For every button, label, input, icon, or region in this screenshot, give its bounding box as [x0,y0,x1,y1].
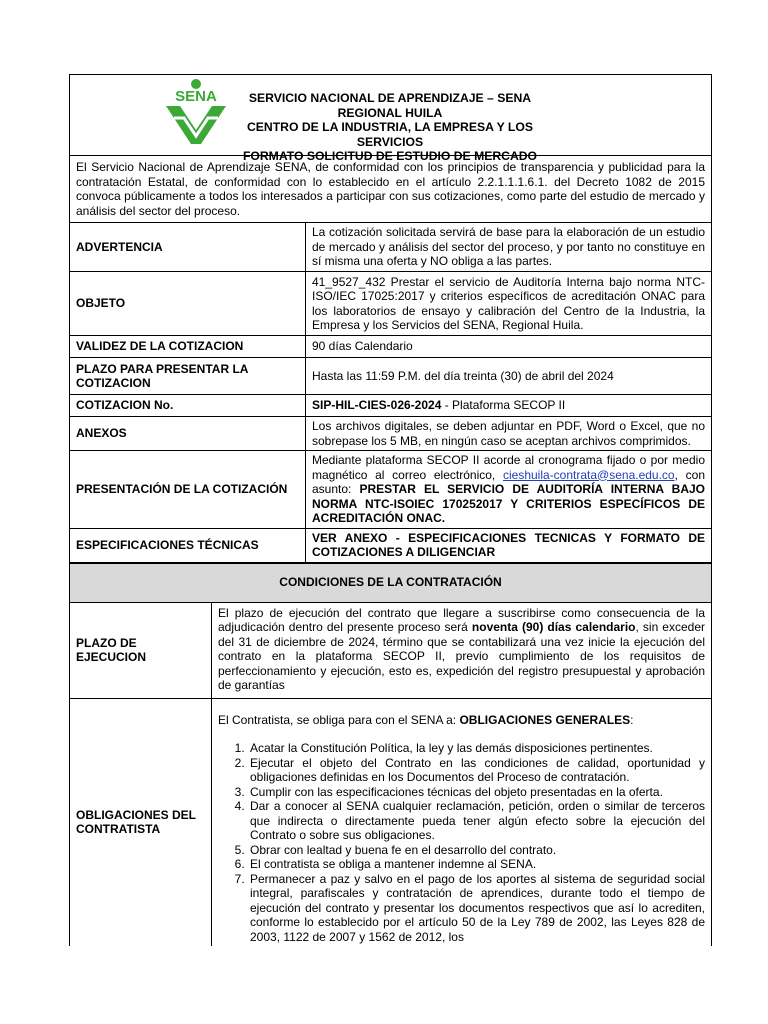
obligacion-item: 4. Dar a conocer al SENA cualquier reclamación, petición, orden o similar de terceros que indirecta o directamente pueda tener algún efecto sobre la ejecución del Contrato o sobre sus obligaciones. [248,799,705,843]
plazo-ejecucion-text-1: El plazo de ejecución del contrato que llegare a suscribirse como consecuencia de la adjudicación dentro del presente proceso será [218,605,706,634]
obligaciones-label: OBLIGACIONES DEL CONTRATISTA [70,698,212,946]
sena-logo [160,78,232,148]
obligaciones-list [218,741,705,944]
form-table [69,74,712,563]
obligacion-item: 3. Cumplir con las especificaciones técnicas del objeto presentadas en la oferta. [248,785,705,800]
validez-label: VALIDEZ DE LA COTIZACION [70,336,306,358]
header-line-1: SERVICIO NACIONAL DE APRENDIZAJE – SENA [248,91,532,105]
anexos-label: ANEXOS [70,417,306,451]
obligaciones-intro-colon: : [630,712,634,727]
cotizacion-no-value [306,395,712,417]
header-line-4: FORMATO SOLICITUD DE ESTUDIO DE MERCADO [242,149,538,163]
obligacion-item: 1. Acatar la Constitución Política, la ley y las demás disposiciones pertinentes. [248,741,705,756]
obligacion-item: 7. Permanecer a paz y salvo en el pago de los aportes al sistema de seguridad social integral, parafiscales y contratación de aprendices, durante todo el tiempo de ejecución del contrato y presentar los documentos respectivos que así lo acrediten, conforme lo establecido por el artículo 50 de la Ley 789 de 2002, las Leyes 828 de 2003, 1122 de 2007 y 1562 de 2012, los [248,872,705,945]
obligacion-item: 5. Obrar con lealtad y buena fe en el desarrollo del contrato. [248,843,705,858]
header-line-2: REGIONAL HUILA [337,105,443,120]
plazo-presentar-label: PLAZO PARA PRESENTAR LA COTIZACION [70,358,306,395]
header-cell [70,75,712,163]
presentacion-subject: PRESTAR EL SERVICIO DE AUDITORÍA INTERNA BAJO NORMA NTC-ISOIEC 170252017 Y CRITERIOS ESPECÍFICOS DE ACREDITACIÓN ONAC. [312,482,705,525]
intro-paragraph: El Servicio Nacional de Aprendizaje SENA, de conformidad con los principios de transparencia y publicidad para la contratación Estatal, de conformidad con lo establecido en el artículo 2.2.1.1.1.6.1. del Decreto 1082 de 2015 convoca públicamente a todos los interesados a participar con sus cotizaciones, como parte del estudio de mercado y análisis del sector del proceso. [70,156,712,223]
anexos-value: Los archivos digitales, se deben adjuntar en PDF, Word o Excel, que no sobrepase los 5 MB, en ningún caso se aceptan archivos comprimidos. [306,417,712,451]
cotizacion-no-label: COTIZACION No. [70,395,306,417]
advertencia-value: La cotización solicitada servirá de base para la elaboración de un estudio de mercado y análisis del sector del proceso, y por tanto no constituye en sí misma una oferta y NO obliga a las partes. [306,223,712,272]
objeto-label: OBJETO [70,272,306,336]
plazo-presentar-value: Hasta las 11:59 P.M. del día treinta (30) de abril del 2024 [306,358,712,395]
presentacion-text: Mediante plataforma SECOP II acorde al cronograma fijado o por medio magnético al correo electrónico, [312,453,705,482]
contract-email-link[interactable]: cieshuila-contrata@sena.edu.co [502,467,675,482]
obligaciones-intro-text: El Contratista, se obliga para con el SENA a: [218,712,460,727]
cotizacion-number: SIP-HIL-CIES-026-2024 [312,398,442,413]
plazo-ejecucion-text-2: , sin exceder del 31 de diciembre de 2024, término que se contabilizará una vez inicie la ejecución del contrato en la plataforma SECOP II, previo cumplimiento de los requisitos de perfeccionamiento y ejecución, esto es, expedición del registro presupuestal y aprobación de garantías [218,620,706,692]
presentacion-asunto: , con asunto: [312,467,706,496]
obligacion-item: 6. El contratista se obliga a mantener indemne al SENA. [248,857,705,872]
obligaciones-generales-heading: OBLIGACIONES GENERALES [459,712,631,727]
plazo-ejecucion-value [212,602,712,698]
header-title-block [232,91,548,164]
validez-value: 90 días Calendario [306,336,712,358]
conditions-table [69,563,712,947]
header-line-3: CENTRO DE LA INDUSTRIA, LA EMPRESA Y LOS SERVICIOS [247,120,533,149]
conditions-section-title: CONDICIONES DE LA CONTRATACIÓN [70,563,712,602]
document-page [69,74,711,946]
obligaciones-intro [218,713,705,728]
presentacion-value [306,451,712,529]
advertencia-label: ADVERTENCIA [70,223,306,272]
especificaciones-value: VER ANEXO - ESPECIFICACIONES TECNICAS Y FORMATO DE COTIZACIONES A DILIGENCIAR [306,528,712,562]
plazo-ejecucion-label: PLAZO DE EJECUCION [70,602,212,698]
logo-text: SENA [175,88,217,105]
plazo-ejecucion-days: noventa (90) días calendario [471,620,636,634]
especificaciones-label: ESPECIFICACIONES TÉCNICAS [70,528,306,562]
cotizacion-platform: - Plataforma SECOP II [441,398,566,413]
presentacion-label: PRESENTACIÓN DE LA COTIZACIÓN [70,451,306,529]
obligacion-item: 2. Ejecutar el objeto del Contrato en las condiciones de calidad, oportunidad y obligaciones definidas en los Documentos del Proceso de contratación. [248,756,705,785]
obligaciones-value [212,698,712,946]
objeto-value: 41_9527_432 Prestar el servicio de Auditoría Interna bajo norma NTC-ISO/IEC 17025:2017 y criterios específicos de acreditación ONAC para los laboratorios de ensayo y calibración del Centro de la Industria, la Empresa y los Servicios del SENA, Regional Huila. [306,272,712,336]
